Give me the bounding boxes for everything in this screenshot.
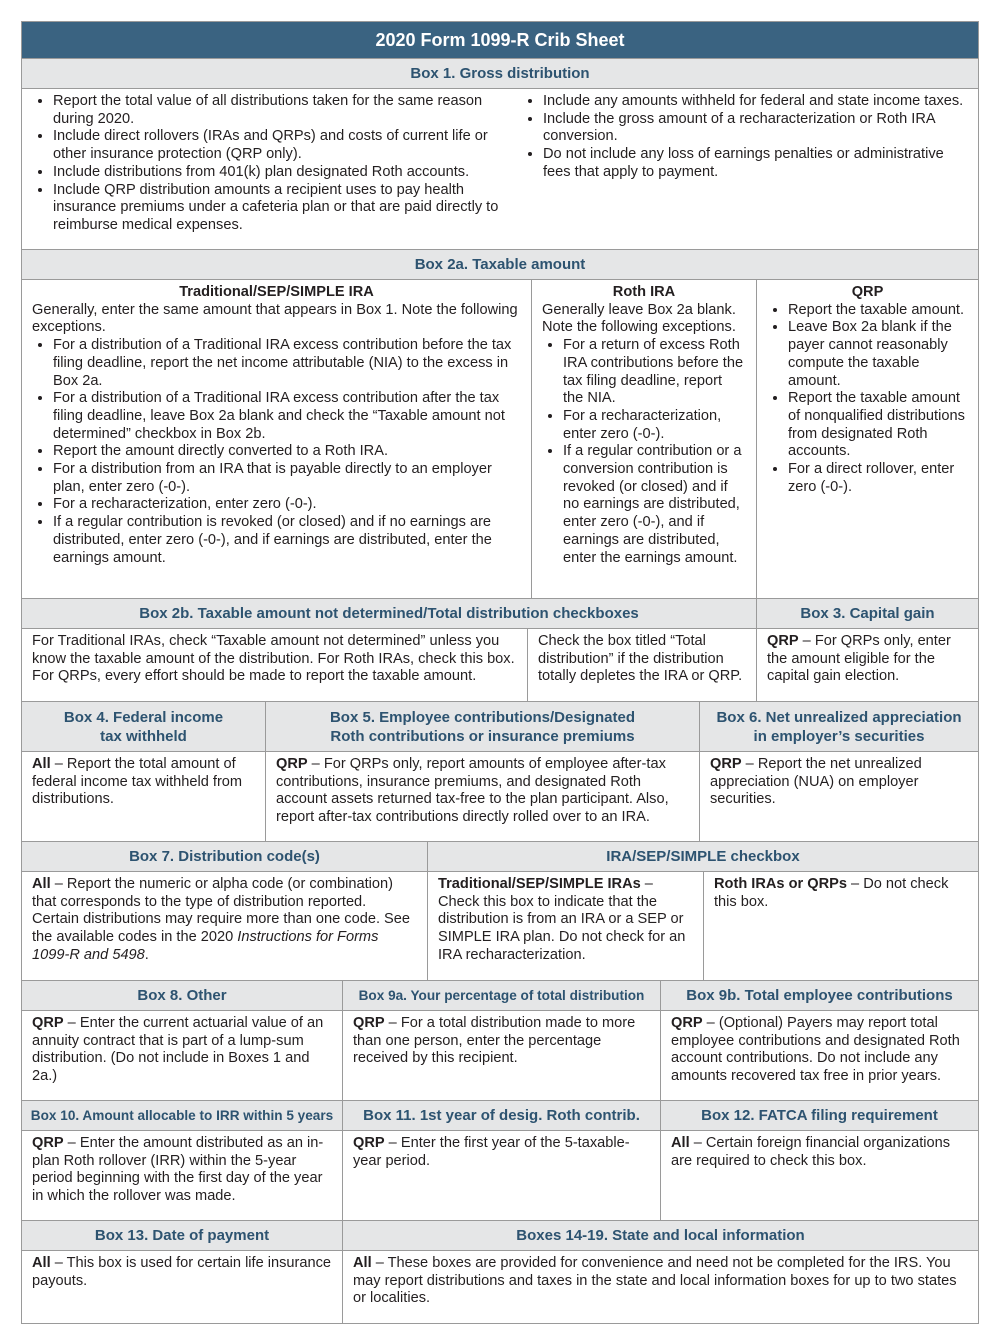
box12-body [660,1131,978,1220]
box5-header-line1: Box 5. Employee contributions/Designated [329,708,636,726]
box2b-right: Check the box titled “Total distribution” if the distribution totally depletes the IRA or QRP. [527,629,756,701]
box9a-lead: QRP [353,1015,385,1031]
box1-left-list [32,93,502,235]
box6-header-line2: in employer’s securities [753,727,925,745]
list-item: • Include the gross amount of a recharacterization or Roth IRA conversion. [543,111,968,146]
box6-body [699,752,978,841]
box13-text: – This box is used for certain life insurance payouts. [32,1255,332,1289]
box9b-body [660,1011,978,1100]
box9b-text: – (Optional) Payers may report total employee contributions and designated Roth account contributions. Do not include any amounts recovered tax free in prior years. [671,1015,960,1085]
list-item: • Report the taxable amount. [788,302,968,320]
box9a-body [342,1011,660,1100]
box2a-roth-intro: Generally leave Box 2a blank. Note the following exceptions. [542,301,736,336]
box14-19-body [342,1251,978,1323]
box12-text: – Certain foreign financial organizations are required to check this box. [671,1135,951,1169]
list-item: • For a recharacterization, enter zero (-0-). [563,408,746,443]
box13-body [22,1251,342,1323]
list-item: • Report the amount directly converted to a Roth IRA. [53,443,521,461]
list-item: • For a recharacterization, enter zero (-0-). [53,496,521,514]
box6-lead: QRP [710,756,742,772]
box1-right [512,89,978,249]
box4-text: – Report the total amount of federal income tax withheld from distributions. [32,756,243,808]
box5-header-line2: Roth contributions or insurance premiums [330,727,635,745]
box12-lead: All [671,1135,690,1151]
box4-lead: All [32,756,51,772]
box2a-header: Box 2a. Taxable amount [22,250,978,279]
ira-checkbox-left-text: – Check this box to indicate that the distribution is from an IRA or a SEP or SIMPLE IRA plan. Do not check for an IRA recharacterization. [438,876,686,963]
list-item: • For a distribution from an IRA that is payable directly to an employer plan, enter zero (-0-). [53,461,521,496]
box2a-roth-list [542,337,746,567]
box4-header-line1: Box 4. Federal income [63,708,224,726]
box1-left [22,89,512,249]
box7-text: – Report the numeric or alpha code (or combination) that corresponds to the type of distribution reported. Certain distributions may require more than one code. See the available codes in the 2020 [32,876,411,946]
ira-checkbox-left-lead: Traditional/SEP/SIMPLE IRAs [438,876,641,892]
box11-text: – Enter the first year of the 5-taxable-year period. [353,1135,630,1169]
list-item: • For a return of excess Roth IRA contributions before the tax filing deadline, report the NIA. [563,337,746,408]
box13-header: Box 13. Date of payment [22,1221,342,1250]
list-item: • For a distribution of a Traditional IRA excess contribution after the tax filing deadline, leave Box 2a blank and check the “Taxable amount not determined” checkbox in Box 2b. [53,390,521,443]
sheet-title: 2020 Form 1099-R Crib Sheet [22,22,978,58]
box6-header [699,702,978,751]
box13-lead: All [32,1255,51,1271]
box5-text: – For QRPs only, report amounts of employee after-tax contributions, insurance premiums, and designated Roth account assets returned tax-free to the plan participant. Also, report after-tax contributions directly rolled over to an IRA. [276,756,669,826]
box11-header: Box 11. 1st year of desig. Roth contrib. [342,1101,660,1130]
ira-checkbox-left [427,872,703,980]
box10-text: – Enter the amount distributed as an in-plan Roth rollover (IRR) within the 5-year period beginning with the first day of the year in which the rollover was made. [32,1135,324,1205]
list-item: • Include distributions from 401(k) plan designated Roth accounts. [53,164,502,182]
box5-header [265,702,699,751]
box2a-traditional-intro: Generally, enter the same amount that appears in Box 1. Note the following exceptions. [32,301,518,336]
box2a-traditional-title: Traditional/SEP/SIMPLE IRA [179,284,374,300]
list-item: • For a direct rollover, enter zero (-0-). [788,461,968,496]
box10-lead: QRP [32,1135,64,1151]
box8-lead: QRP [32,1015,64,1031]
box9b-header: Box 9b. Total employee contributions [660,981,978,1010]
box8-header: Box 8. Other [22,981,342,1010]
box8-text: – Enter the current actuarial value of an annuity contract that is part of a lump-sum distribution. (Do not include in Boxes 1 and 2a.) [32,1015,324,1085]
box9b-lead: QRP [671,1015,703,1031]
list-item: • If a regular contribution is revoked (or closed) and if no earnings are distributed, enter zero (-0-), and if earnings are distributed, enter the earnings amount. [53,514,521,567]
box2a-qrp-list [767,302,968,497]
box7-italic: Instructions for Forms 1099-R and 5498 [32,929,379,963]
list-item: • Do not include any loss of earnings penalties or administrative fees that apply to payment. [543,146,968,181]
crib-sheet [21,21,979,1324]
box1-header: Box 1. Gross distribution [22,59,978,88]
list-item: • Include any amounts withheld for federal and state income taxes. [543,93,968,111]
box7-lead: All [32,876,51,892]
box1-right-list [522,93,968,182]
box2a-traditional-list [32,337,521,567]
list-item: • Leave Box 2a blank if the payer cannot reasonably compute the taxable amount. [788,319,968,390]
box14-19-lead: All [353,1255,372,1271]
box14-19-header: Boxes 14-19. State and local information [342,1221,978,1250]
ira-checkbox-right-lead: Roth IRAs or QRPs [714,876,847,892]
box2a-roth [531,280,756,598]
ira-checkbox-header: IRA/SEP/SIMPLE checkbox [427,842,978,871]
box3-text: – For QRPs only, enter the amount eligible for the capital gain election. [767,633,951,685]
box2a-roth-title: Roth IRA [612,284,676,300]
box10-header: Box 10. Amount allocable to IRR within 5 years [22,1101,342,1130]
box3-body [756,629,978,701]
box14-19-text: – These boxes are provided for convenience and need not be completed for the IRS. You may report distributions and taxes in the state and local information boxes for up to two states or localities. [353,1255,957,1307]
list-item: • Report the taxable amount of nonqualified distributions from designated Roth accounts. [788,390,968,461]
box2a-traditional [22,280,531,598]
box9a-text: – For a total distribution made to more than one person, enter the percentage received by this recipient. [353,1015,636,1067]
box9a-header: Box 9a. Your percentage of total distribution [342,981,660,1010]
box5-lead: QRP [276,756,308,772]
box8-body [22,1011,342,1100]
box6-text: – Report the net unrealized appreciation (NUA) on employer securities. [710,756,922,808]
box7-header: Box 7. Distribution code(s) [22,842,427,871]
box6-header-line1: Box 6. Net unrealized appreciation [716,708,962,726]
box11-body [342,1131,660,1220]
box11-lead: QRP [353,1135,385,1151]
box3-header: Box 3. Capital gain [756,599,978,628]
box2b-left: For Traditional IRAs, check “Taxable amount not determined” unless you know the taxable amount of the distribution. For Roth IRAs, check this box. For QRPs, every effort should be made to report the taxable amount. [32,633,515,685]
list-item: • Include direct rollovers (IRAs and QRPs) and costs of current life or other insurance protection (QRP only). [53,128,502,163]
box10-body [22,1131,342,1220]
box2a-qrp [756,280,978,598]
ira-checkbox-right [703,872,978,980]
list-item: • If a regular contribution or a conversion contribution is revoked (or closed) and if no earnings are distributed, enter zero (-0-), and if earnings are distributed, enter the earnings amount. [563,443,746,567]
list-item: • Report the total value of all distributions taken for the same reason during 2020. [53,93,502,128]
list-item: • Include QRP distribution amounts a recipient uses to pay health insurance premiums under a cafeteria plan or that are paid directly to reimburse medical expenses. [53,182,502,235]
box5-body [265,752,699,841]
box7-tail: . [144,946,149,963]
box3-lead: QRP [767,633,799,649]
box2a-qrp-title: QRP [851,284,884,300]
box4-header-line2: tax withheld [100,727,187,745]
ira-checkbox-right-text: – Do not check this box. [714,876,949,910]
box2b-header: Box 2b. Taxable amount not determined/Total distribution checkboxes [22,599,756,628]
box12-header: Box 12. FATCA filing requirement [660,1101,978,1130]
box4-header [22,702,265,751]
box4-body [22,752,265,841]
list-item: • For a distribution of a Traditional IRA excess contribution before the tax filing deadline, report the net income attributable (NIA) to the excess in Box 2a. [53,337,521,390]
box7-body [22,872,427,980]
